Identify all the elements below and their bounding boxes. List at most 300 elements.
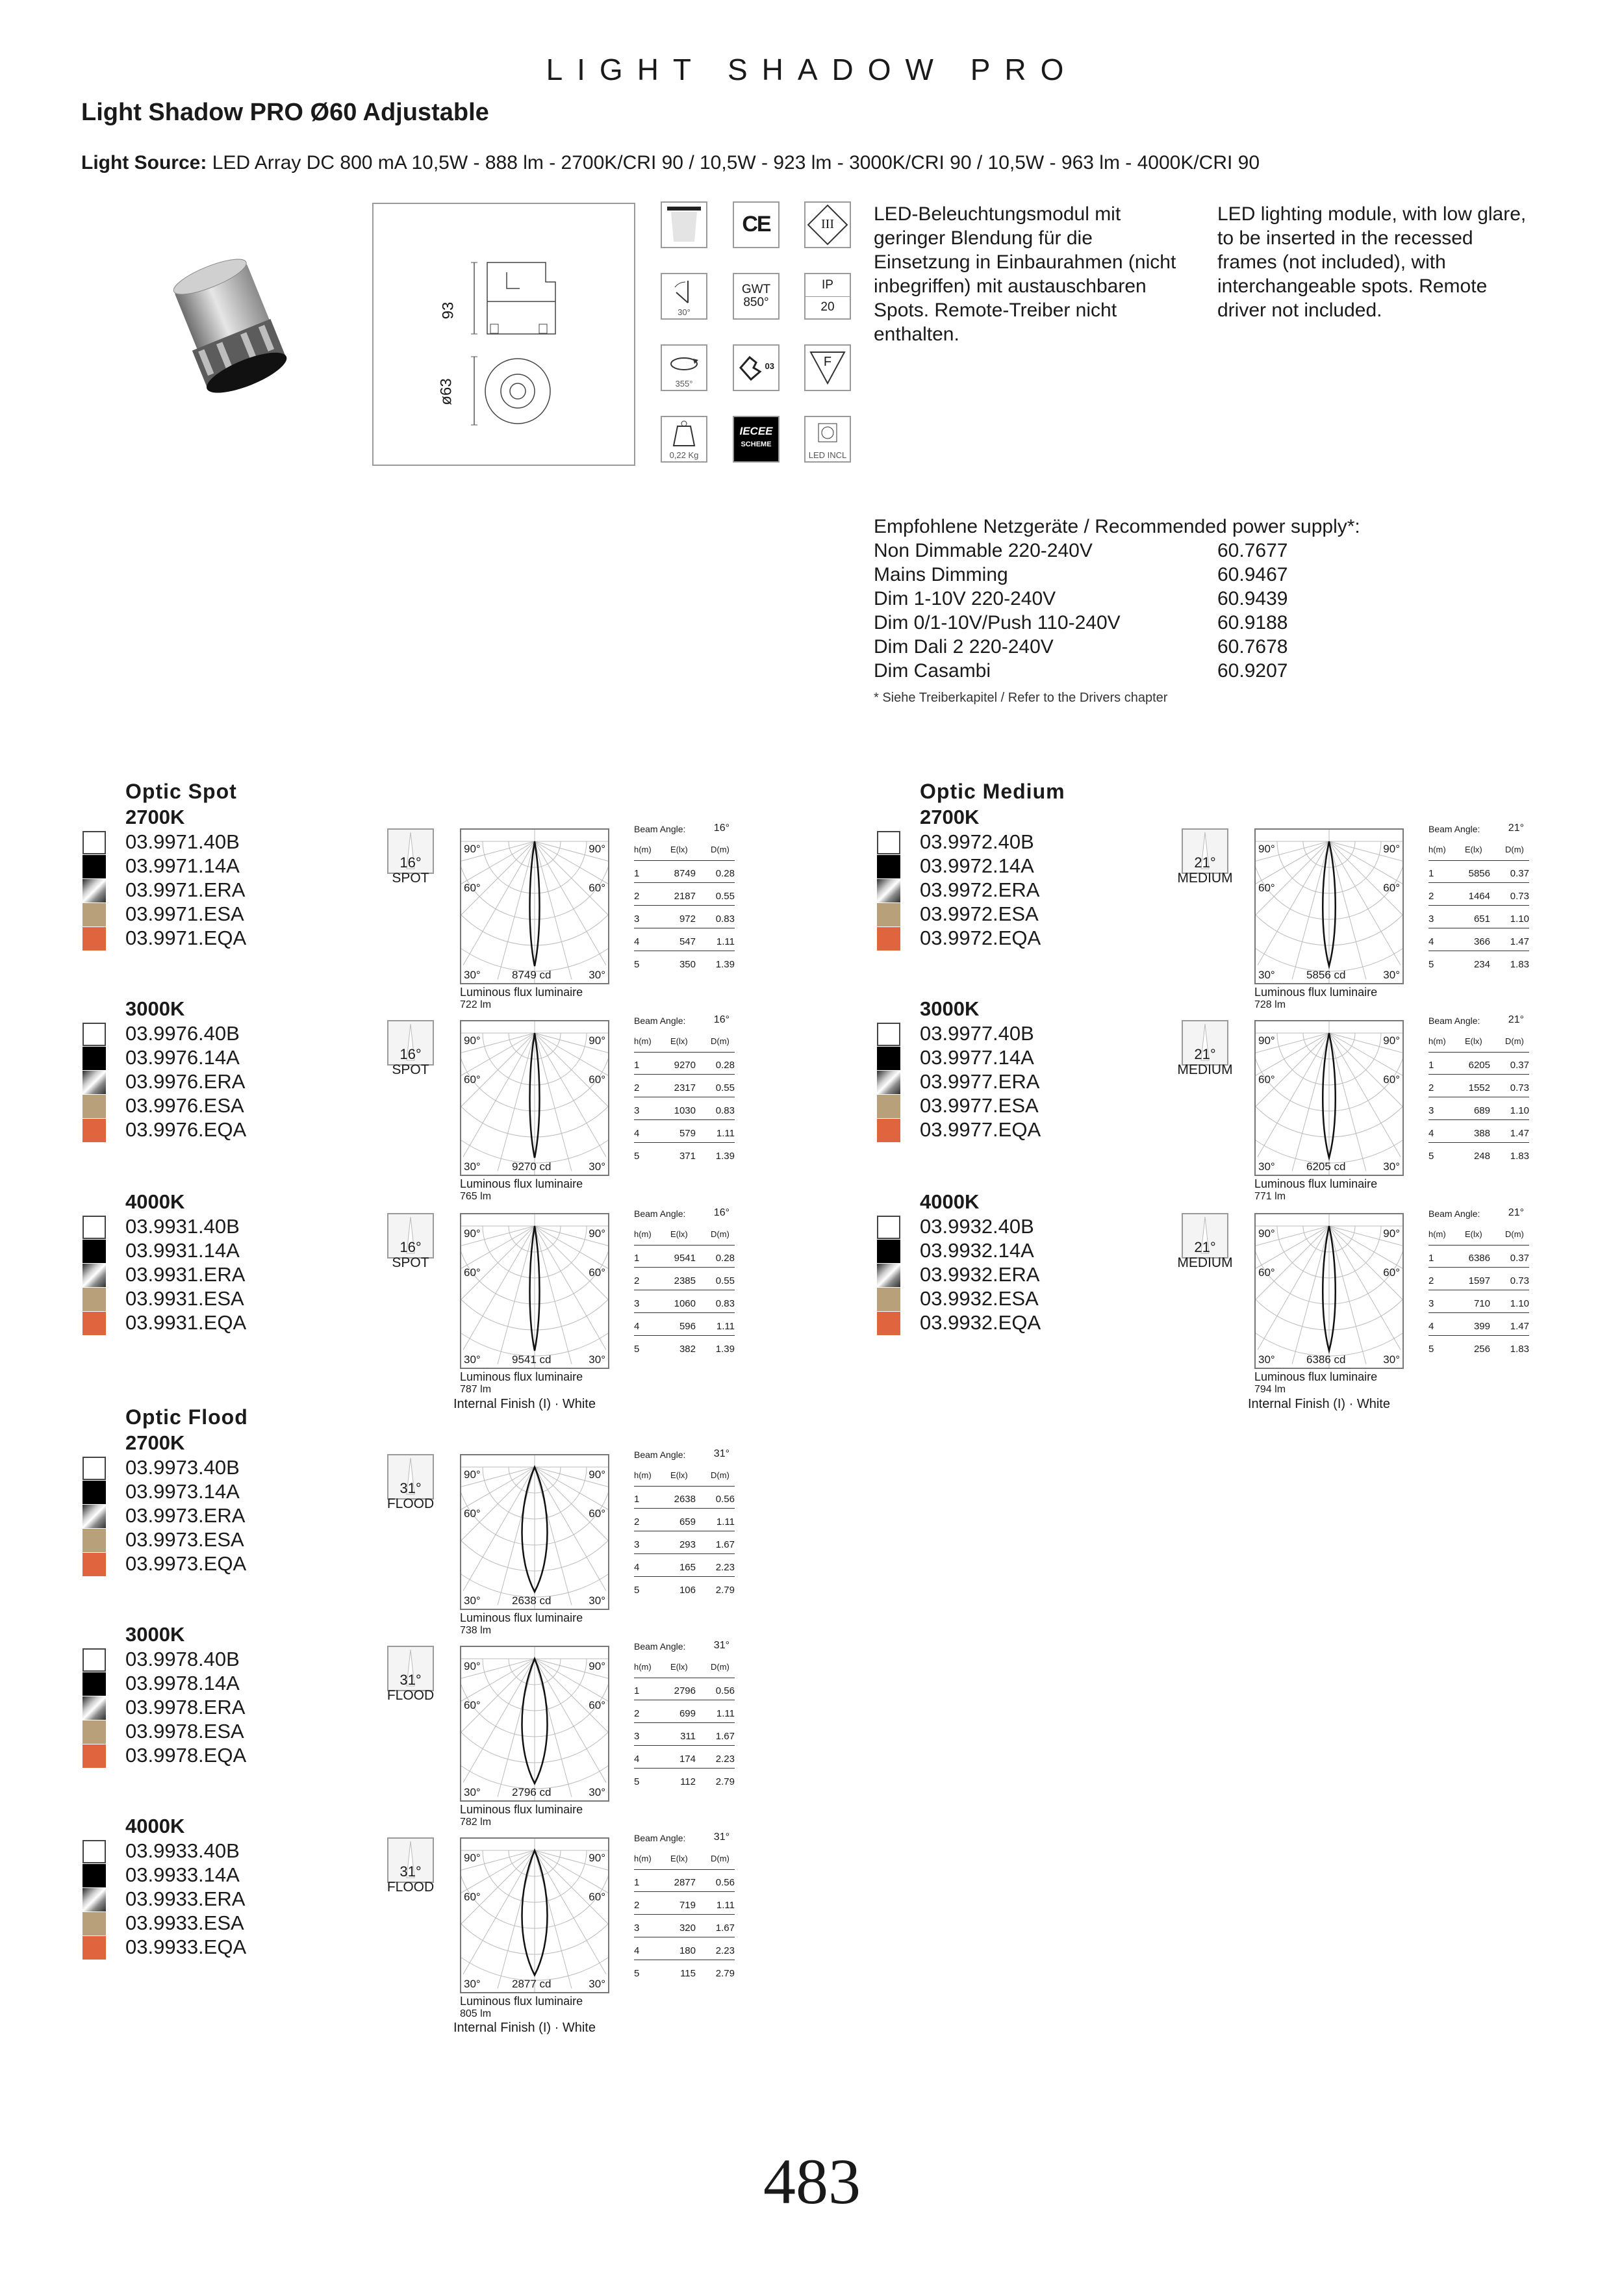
cell-diameter: 0.83: [715, 1105, 735, 1116]
flux-value: 738 lm: [460, 1625, 492, 1636]
optic-group-title: Optic Medium: [920, 780, 1065, 803]
polar-angle-label: 60°: [1258, 882, 1275, 894]
table-row: [634, 1937, 735, 1960]
cell-diameter: 1.83: [1510, 959, 1529, 970]
cell-height: 4: [634, 1128, 640, 1139]
article-code: 03.9933.40B: [125, 1839, 240, 1862]
beam-angle-value: 21°: [1194, 1239, 1216, 1255]
color-temperature-label: 2700K: [125, 806, 185, 828]
cell-diameter: 0.73: [1510, 891, 1529, 902]
beam-type-label: SPOT: [392, 871, 429, 886]
polar-angle-label: 30°: [1383, 1160, 1400, 1173]
col-d-header: D(m): [711, 1036, 730, 1046]
article-code: 03.9973.40B: [125, 1456, 240, 1479]
f-mark-icon: F: [804, 344, 851, 391]
beam-type-label: FLOOD: [387, 1496, 435, 1511]
polar-angle-label: 60°: [1258, 1266, 1275, 1279]
cell-illuminance: 106: [679, 1585, 696, 1596]
cell-height: 2: [634, 1708, 640, 1719]
col-d-header: D(m): [1505, 845, 1524, 854]
white-finish-swatch: [82, 1023, 106, 1046]
cell-height: 2: [1428, 891, 1434, 902]
cell-illuminance: 2187: [674, 891, 696, 902]
cell-height: 2: [634, 1275, 640, 1286]
polar-angle-label: 60°: [464, 1073, 481, 1086]
internal-finish-note: Internal Finish (I) · White: [1248, 1397, 1390, 1411]
cell-illuminance: 248: [1473, 1151, 1490, 1162]
flux-value: 805 lm: [460, 2008, 492, 2019]
polar-angle-label: 30°: [1258, 969, 1275, 981]
polar-angle-label: 30°: [1383, 1353, 1400, 1366]
power-supply-row: [874, 539, 1458, 563]
article-code: 03.9931.40B: [125, 1215, 240, 1238]
power-supply-code: 60.7677: [1217, 540, 1288, 561]
polar-angle-label: 90°: [589, 1034, 605, 1047]
table-row: [634, 1700, 735, 1723]
col-e-header: E(lx): [670, 1036, 688, 1046]
beam-angle-value: 31°: [400, 1672, 422, 1688]
article-code: 03.9931.14A: [125, 1239, 240, 1262]
cell-illuminance: 1552: [1468, 1082, 1490, 1093]
polar-angle-label: 60°: [589, 1507, 605, 1520]
cell-height: 3: [1428, 1298, 1434, 1309]
table-header-row: [634, 1655, 735, 1678]
table-row: [634, 1120, 735, 1143]
cell-diameter: 1.47: [1510, 1321, 1529, 1332]
black-finish-swatch: [877, 1240, 900, 1263]
beam-angle-label: Beam Angle:: [1428, 1208, 1480, 1219]
cell-height: 5: [1428, 1344, 1434, 1355]
beam-angle-value: 16°: [400, 1046, 422, 1062]
table-row: [634, 1143, 735, 1165]
table-row: [1428, 1052, 1529, 1075]
polar-angle-label: 90°: [589, 843, 605, 855]
polar-angle-label: 90°: [589, 1660, 605, 1672]
power-supply-row: [874, 659, 1458, 683]
beam-angle-label: Beam Angle:: [634, 1208, 686, 1219]
table-row: [634, 1531, 735, 1554]
cell-diameter: 0.37: [1510, 1253, 1529, 1264]
cell-height: 2: [1428, 1275, 1434, 1286]
illuminance-table: [634, 1010, 738, 1162]
cell-height: 3: [634, 1923, 640, 1934]
beam-angle-label: Beam Angle:: [634, 824, 686, 834]
table-row: [634, 1960, 735, 1982]
flux-value: 771 lm: [1254, 1191, 1286, 1202]
cell-illuminance: 659: [679, 1516, 696, 1527]
candela-value: 8749 cd: [512, 969, 552, 981]
beam-type-label: MEDIUM: [1177, 871, 1233, 886]
cell-diameter: 0.73: [1510, 1275, 1529, 1286]
cell-height: 5: [634, 959, 640, 970]
table-header-row: [634, 1464, 735, 1487]
cell-diameter: 1.39: [715, 1151, 735, 1162]
cell-diameter: 2.23: [715, 1945, 735, 1956]
copper-finish-swatch: [877, 927, 900, 951]
table-row: [634, 1336, 735, 1358]
article-code: 03.9932.ESA: [920, 1287, 1039, 1310]
weight-icon: 0,22 Kg: [661, 416, 707, 463]
chrome-finish-swatch: [82, 1696, 106, 1720]
flux-label: Luminous flux luminaire: [1254, 1177, 1378, 1190]
flux-label: Luminous flux luminaire: [460, 1370, 583, 1383]
cell-illuminance: 710: [1473, 1298, 1490, 1309]
product-photo: [149, 257, 331, 413]
illuminance-table: [1428, 1203, 1532, 1355]
cell-diameter: 0.55: [715, 1275, 735, 1286]
col-h-header: h(m): [634, 1036, 652, 1046]
beam-angle-value: 16°: [713, 823, 730, 834]
flux-value: 787 lm: [460, 1384, 492, 1395]
beam-angle-value: 21°: [1194, 854, 1216, 871]
table-row: [1428, 1336, 1529, 1358]
cell-height: 4: [634, 1562, 640, 1573]
article-code: 03.9976.14A: [125, 1046, 240, 1069]
gold-finish-swatch: [82, 903, 106, 926]
energy-class-icon: 03: [733, 344, 780, 391]
table-row: [1428, 1290, 1529, 1313]
chrome-finish-swatch: [877, 1071, 900, 1094]
table-row: [1428, 1120, 1529, 1143]
polar-angle-label: 60°: [589, 1073, 605, 1086]
cell-height: 3: [634, 1539, 640, 1550]
color-temperature-label: 4000K: [920, 1190, 980, 1213]
table-header-row: [634, 1847, 735, 1870]
cell-diameter: 1.10: [1510, 1298, 1529, 1309]
table-row: [634, 1486, 735, 1509]
beam-angle-label: Beam Angle:: [634, 1016, 686, 1026]
candela-value: 2877 cd: [512, 1978, 552, 1990]
polar-diagram: [1254, 828, 1404, 984]
article-code: 03.9931.ERA: [125, 1263, 246, 1286]
tilt-icon: 30°: [661, 273, 707, 320]
cell-illuminance: 174: [679, 1754, 696, 1765]
article-code: 03.9973.ERA: [125, 1504, 246, 1527]
cell-illuminance: 320: [679, 1923, 696, 1934]
polar-angle-label: 60°: [464, 1699, 481, 1711]
table-row: [634, 1313, 735, 1336]
cell-height: 4: [1428, 936, 1434, 947]
cell-illuminance: 9270: [674, 1060, 696, 1071]
gwt-icon: GWT 850°: [733, 273, 780, 320]
cell-diameter: 0.28: [715, 868, 735, 879]
table-row: [634, 1892, 735, 1915]
cell-height: 5: [634, 1344, 640, 1355]
polar-angle-label: 90°: [589, 1468, 605, 1481]
col-h-header: h(m): [634, 1229, 652, 1239]
col-h-header: h(m): [1428, 845, 1446, 854]
polar-angle-label: 90°: [464, 1227, 481, 1240]
article-code: 03.9973.ESA: [125, 1528, 244, 1551]
cell-diameter: 0.28: [715, 1060, 735, 1071]
article-code: 03.9977.14A: [920, 1046, 1034, 1069]
col-h-header: h(m): [1428, 1229, 1446, 1239]
table-row: [634, 1290, 735, 1313]
flux-value: 728 lm: [1254, 999, 1286, 1010]
internal-finish-note: Internal Finish (I) · White: [453, 2021, 596, 2035]
polar-angle-label: 90°: [464, 1660, 481, 1672]
cell-diameter: 1.67: [715, 1923, 735, 1934]
article-code: 03.9933.14A: [125, 1863, 240, 1886]
cell-diameter: 0.37: [1510, 868, 1529, 879]
page-number: 483: [763, 2145, 861, 2217]
polar-angle-label: 30°: [464, 1594, 481, 1607]
polar-angle-label: 60°: [589, 882, 605, 894]
article-code: 03.9971.14A: [125, 854, 240, 877]
cell-diameter: 1.11: [716, 1128, 735, 1139]
polar-angle-label: 90°: [1383, 1034, 1400, 1047]
col-h-header: h(m): [634, 1662, 652, 1672]
polar-angle-label: 60°: [464, 1507, 481, 1520]
flux-label: Luminous flux luminaire: [460, 1995, 583, 2008]
article-code: 03.9978.EQA: [125, 1744, 247, 1767]
power-supply-title: Empfohlene Netzgeräte / Recommended power supply*:: [874, 516, 1360, 537]
article-code: 03.9976.40B: [125, 1022, 240, 1045]
white-finish-swatch: [82, 831, 106, 854]
rotation-icon: 355°: [661, 344, 707, 391]
table-row: [1428, 1075, 1529, 1097]
copper-finish-swatch: [82, 927, 106, 951]
polar-angle-label: 90°: [464, 843, 481, 855]
cell-height: 5: [634, 1968, 640, 1979]
beam-angle-label: Beam Angle:: [1428, 824, 1480, 834]
chrome-finish-swatch: [82, 1264, 106, 1287]
cell-illuminance: 1597: [1468, 1275, 1490, 1286]
beam-type-label: FLOOD: [387, 1688, 435, 1703]
gold-finish-swatch: [82, 1720, 106, 1744]
table-row: [1428, 1245, 1529, 1268]
polar-angle-label: 30°: [1258, 1353, 1275, 1366]
cell-diameter: 2.23: [715, 1754, 735, 1765]
candela-value: 6386 cd: [1306, 1353, 1346, 1366]
polar-angle-label: 90°: [464, 1852, 481, 1864]
article-code: 03.9973.EQA: [125, 1552, 247, 1575]
col-h-header: h(m): [1428, 1036, 1446, 1046]
table-row: [1428, 1313, 1529, 1336]
col-d-header: D(m): [711, 1662, 730, 1672]
article-code: 03.9971.ESA: [125, 902, 244, 925]
black-finish-swatch: [82, 1672, 106, 1696]
candela-value: 6205 cd: [1306, 1160, 1346, 1173]
table-row: [634, 906, 735, 928]
cell-illuminance: 1464: [1468, 891, 1490, 902]
cell-diameter: 1.83: [1510, 1344, 1529, 1355]
black-finish-swatch: [82, 1047, 106, 1070]
article-code: 03.9976.ERA: [125, 1070, 246, 1093]
beam-type-label: FLOOD: [387, 1880, 435, 1895]
polar-angle-label: 60°: [464, 1266, 481, 1279]
cell-height: 3: [634, 1731, 640, 1742]
article-code: 03.9978.ESA: [125, 1720, 244, 1743]
chrome-finish-swatch: [877, 1264, 900, 1287]
article-code: 03.9972.ESA: [920, 902, 1039, 925]
white-finish-swatch: [82, 1216, 106, 1239]
beam-type-label: SPOT: [392, 1062, 429, 1077]
table-row: [1428, 928, 1529, 951]
article-code: 03.9973.14A: [125, 1480, 240, 1503]
cell-height: 5: [1428, 1151, 1434, 1162]
cell-diameter: 0.37: [1510, 1060, 1529, 1071]
beam-type-label: MEDIUM: [1177, 1062, 1233, 1077]
cell-diameter: 0.55: [715, 891, 735, 902]
cell-illuminance: 2317: [674, 1082, 696, 1093]
polar-angle-label: 90°: [1383, 843, 1400, 855]
col-h-header: h(m): [634, 1470, 652, 1480]
cell-illuminance: 5856: [1468, 868, 1490, 879]
optic-group-title: Optic Flood: [125, 1405, 248, 1429]
black-finish-swatch: [877, 855, 900, 878]
candela-value: 5856 cd: [1306, 969, 1346, 981]
dim-diameter: ø63: [437, 378, 455, 405]
cell-height: 4: [634, 936, 640, 947]
cell-illuminance: 2877: [674, 1877, 696, 1888]
cell-height: 4: [1428, 1128, 1434, 1139]
cell-illuminance: 6386: [1468, 1253, 1490, 1264]
cell-height: 3: [634, 1298, 640, 1309]
cell-height: 2: [634, 891, 640, 902]
white-finish-swatch: [877, 831, 900, 854]
cell-illuminance: 8749: [674, 868, 696, 879]
power-supply-code: 60.9188: [1217, 612, 1288, 633]
table-row: [634, 1075, 735, 1097]
col-h-header: h(m): [634, 845, 652, 854]
cell-height: 4: [1428, 1321, 1434, 1332]
iecee-icon: IECEE SCHEME: [733, 416, 780, 463]
cell-diameter: 1.47: [1510, 1128, 1529, 1139]
cell-diameter: 0.83: [715, 1298, 735, 1309]
cell-diameter: 1.11: [716, 1708, 735, 1719]
chrome-finish-swatch: [82, 879, 106, 902]
candela-value: 2796 cd: [512, 1786, 552, 1798]
cell-illuminance: 1060: [674, 1298, 696, 1309]
cell-height: 2: [1428, 1082, 1434, 1093]
cell-height: 4: [634, 1321, 640, 1332]
col-e-header: E(lx): [670, 1470, 688, 1480]
col-d-header: D(m): [711, 845, 730, 854]
article-code: 03.9931.EQA: [125, 1311, 247, 1334]
polar-angle-label: 60°: [1258, 1073, 1275, 1086]
flux-value: 794 lm: [1254, 1384, 1286, 1395]
table-header-row: [1428, 838, 1529, 861]
gold-finish-swatch: [877, 903, 900, 926]
polar-diagram: [460, 1454, 609, 1610]
illuminance-table: [634, 1203, 738, 1355]
polar-angle-label: 30°: [589, 969, 605, 981]
table-row: [634, 1915, 735, 1937]
beam-angle-value: 31°: [713, 1832, 730, 1843]
polar-angle-label: 90°: [1383, 1227, 1400, 1240]
col-e-header: E(lx): [1465, 1229, 1482, 1239]
cell-diameter: 2.23: [715, 1562, 735, 1573]
cell-diameter: 1.83: [1510, 1151, 1529, 1162]
cell-illuminance: 388: [1473, 1128, 1490, 1139]
flux-label: Luminous flux luminaire: [460, 1611, 583, 1624]
article-code: 03.9933.ESA: [125, 1911, 244, 1934]
cell-illuminance: 256: [1473, 1344, 1490, 1355]
article-code: 03.9971.40B: [125, 830, 240, 853]
table-row: [634, 860, 735, 883]
cell-height: 4: [634, 1754, 640, 1765]
power-supply-name: Dim 0/1-10V/Push 110-240V: [874, 612, 1121, 633]
polar-angle-label: 90°: [1258, 1034, 1275, 1047]
table-header-row: [634, 1223, 735, 1246]
beam-angle-label: Beam Angle:: [634, 1833, 686, 1843]
cell-height: 4: [634, 1945, 640, 1956]
cell-diameter: 1.10: [1510, 913, 1529, 925]
table-row: [634, 1245, 735, 1268]
cell-illuminance: 293: [679, 1539, 696, 1550]
color-temperature-label: 4000K: [125, 1190, 185, 1213]
polar-angle-label: 30°: [1383, 969, 1400, 981]
color-temperature-label: 3000K: [125, 997, 185, 1020]
cell-height: 2: [634, 1082, 640, 1093]
beam-angle-value: 16°: [400, 854, 422, 871]
article-code: 03.9971.ERA: [125, 878, 246, 901]
col-e-header: E(lx): [1465, 845, 1482, 854]
table-header-row: [634, 1030, 735, 1053]
table-row: [634, 1052, 735, 1075]
color-temperature-label: 2700K: [920, 806, 980, 828]
gold-finish-swatch: [877, 1095, 900, 1118]
beam-angle-label: Beam Angle:: [634, 1641, 686, 1652]
cell-illuminance: 311: [680, 1731, 696, 1742]
polar-angle-label: 30°: [589, 1353, 605, 1366]
flux-label: Luminous flux luminaire: [1254, 986, 1378, 999]
cell-diameter: 2.79: [715, 1968, 735, 1979]
article-code: 03.9977.ERA: [920, 1070, 1040, 1093]
beam-angle-value: 21°: [1508, 1207, 1524, 1218]
chrome-finish-swatch: [877, 879, 900, 902]
cell-illuminance: 115: [680, 1968, 696, 1979]
cell-diameter: 2.79: [715, 1585, 735, 1596]
table-row: [1428, 860, 1529, 883]
col-e-header: E(lx): [1465, 1036, 1482, 1046]
beam-angle-value: 16°: [713, 1014, 730, 1025]
cell-height: 3: [634, 913, 640, 925]
polar-angle-label: 30°: [1258, 1160, 1275, 1173]
cell-height: 1: [634, 1494, 640, 1505]
cell-illuminance: 350: [679, 959, 696, 970]
table-row: [634, 1509, 735, 1531]
flux-value: 765 lm: [460, 1191, 492, 1202]
cell-diameter: 1.67: [715, 1539, 735, 1550]
power-supply-name: Non Dimmable 220-240V: [874, 540, 1093, 561]
cell-height: 3: [634, 1105, 640, 1116]
beam-angle-value: 31°: [713, 1640, 730, 1651]
table-row: [634, 1769, 735, 1791]
polar-angle-label: 30°: [464, 969, 481, 981]
cell-illuminance: 972: [679, 913, 696, 925]
copper-finish-swatch: [82, 1312, 106, 1335]
illuminance-table: [634, 1444, 738, 1596]
cell-height: 5: [1428, 959, 1434, 970]
polar-angle-label: 30°: [589, 1786, 605, 1798]
polar-angle-label: 30°: [464, 1978, 481, 1990]
polar-diagram: [460, 1213, 609, 1369]
cell-illuminance: 719: [679, 1900, 696, 1911]
flux-label: Luminous flux luminaire: [460, 1803, 583, 1816]
article-code: 03.9972.14A: [920, 854, 1034, 877]
cell-height: 1: [1428, 1060, 1434, 1071]
beam-type-label: SPOT: [392, 1255, 429, 1270]
article-code: 03.9971.EQA: [125, 926, 247, 949]
cell-height: 1: [634, 1685, 640, 1696]
beam-angle-label: Beam Angle:: [1428, 1016, 1480, 1026]
cell-diameter: 0.28: [715, 1253, 735, 1264]
flux-label: Luminous flux luminaire: [460, 986, 583, 999]
cell-diameter: 2.79: [715, 1776, 735, 1787]
table-row: [1428, 1268, 1529, 1290]
